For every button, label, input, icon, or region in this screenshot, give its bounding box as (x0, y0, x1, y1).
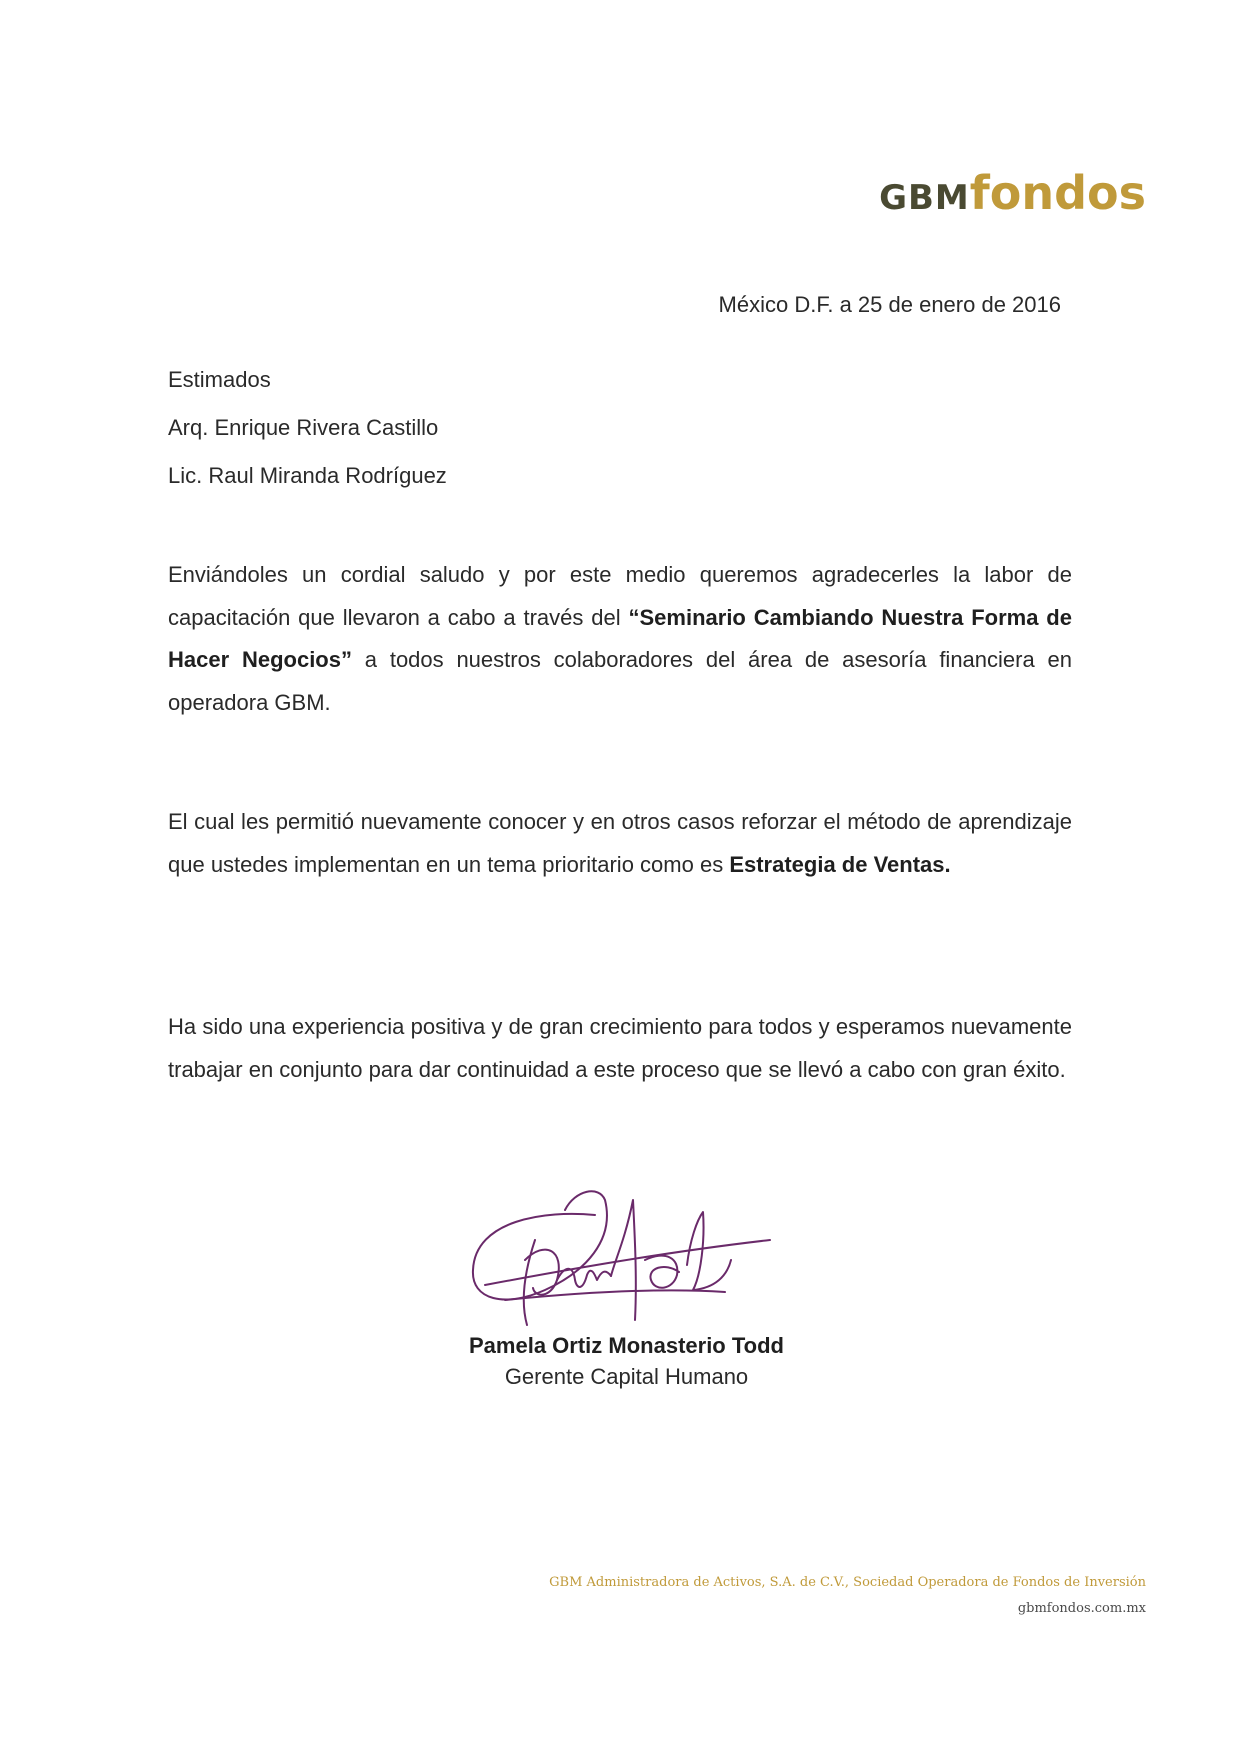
topic-title: Estrategia de Ventas. (729, 851, 951, 877)
signer-block (0, 1330, 1241, 1392)
paragraph-2 (168, 801, 1072, 886)
signature-icon (465, 1180, 795, 1330)
seminar-title: “Seminario Cambiando Nuestra Forma de Hacer Negocios” (168, 604, 1072, 672)
recipient-2: Lic. Raul Miranda Rodríguez (168, 463, 447, 488)
signer-role: Gerente Capital Humano (504, 1364, 749, 1389)
gbm-fondos-logo (879, 166, 1146, 220)
p1-text-a: Enviándoles un cordial saludo y por este medio queremos agradecerles la labor de capacitación que llevaron a cabo a través del (168, 562, 1072, 630)
salutation: Estimados (168, 367, 271, 392)
p1-text-c: a todos nuestros colaboradores del área de asesoría financiera en operadora GBM. (168, 647, 1072, 715)
footer (549, 1570, 1146, 1622)
logo-gbm: GBM (879, 178, 970, 218)
paragraph-1 (168, 554, 1072, 724)
footer-website: gbmfondos.com.mx (1017, 1601, 1146, 1616)
p2-text-a: El cual les permitió nuevamente conocer y en otros casos reforzar el método de aprendizaje que ustedes implementan en un tema prioritario como es (168, 809, 1072, 877)
recipients-block (168, 356, 447, 500)
letter-date: México D.F. a 25 de enero de 2016 (718, 292, 1061, 317)
signer-name: Pamela Ortiz Monasterio Todd (469, 1333, 784, 1358)
logo-fondos: fondos (969, 166, 1146, 220)
footer-company: GBM Administradora de Activos, S.A. de C.V., Sociedad Operadora de Fondos de Inversión (549, 1575, 1146, 1590)
paragraph-3: Ha sido una experiencia positiva y de gran crecimiento para todos y esperamos nuevamente trabajar en conjunto para dar continuidad a este proceso que se llevó a cabo con gran éxito. (168, 1014, 1072, 1082)
recipient-1: Arq. Enrique Rivera Castillo (168, 415, 439, 440)
